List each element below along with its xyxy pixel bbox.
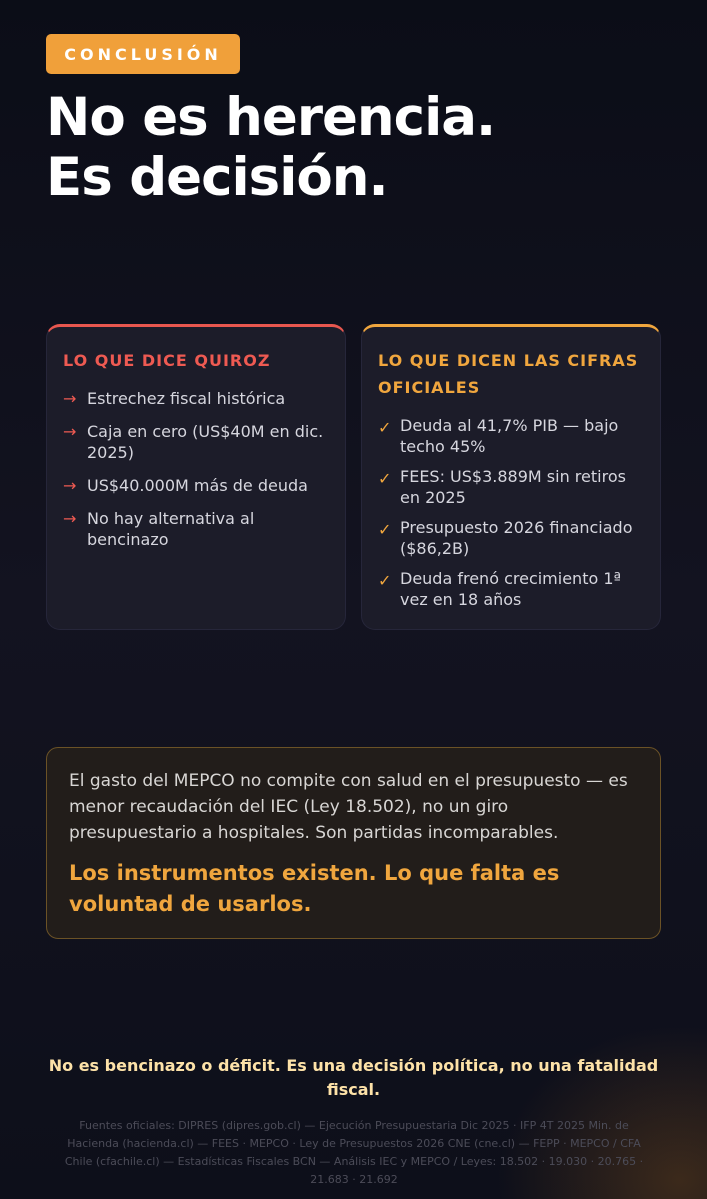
arrow-right-icon: →	[63, 476, 77, 495]
quiroz-claims-heading: LO QUE DICE QUIROZ	[63, 351, 271, 370]
list-item	[378, 517, 644, 559]
checkmark-icon: ✓	[378, 469, 392, 488]
title-line-2: Es decisión.	[46, 147, 388, 208]
list-item	[63, 475, 329, 496]
list-item-text: No hay alternativa al bencinazo	[87, 509, 255, 549]
checkmark-icon: ✓	[378, 520, 392, 539]
callout-highlight: Los instrumentos existen. Lo que falta es voluntad de usarlos.	[69, 861, 560, 916]
list-item-text: Deuda frenó crecimiento 1ª vez en 18 años	[400, 569, 622, 609]
quiroz-claims-card	[46, 324, 346, 630]
sources-note: Fuentes oficiales: DIPRES (dipres.gob.cl) — Ejecución Presupuestaria Dic 2025 · IFP 4T 2025 Min. de Hacienda (hacienda.cl) — FEES · MEPCO · Ley de Presupuestos 2026 CNE (cne.cl) — FEPP · MEPCO / CFA Chile (cfachile.cl) — Estadísticas Fiscales BCN — Análisis IEC y MEPCO / Leyes: 18.502 · 19.030 · 20.765 · 21.683 · 21.692	[64, 1119, 644, 1186]
list-item	[63, 421, 329, 463]
list-item-text: Deuda al 41,7% PIB — bajo techo 45%	[400, 416, 619, 456]
official-figures-list	[362, 401, 660, 610]
callout-box	[46, 747, 661, 939]
closing-statement: No es bencinazo o déficit. Es una decisión política, no una fatalidad fiscal.	[48, 1056, 659, 1099]
quiroz-claims-list	[47, 374, 345, 550]
list-item	[378, 568, 644, 610]
arrow-right-icon: →	[63, 422, 77, 441]
arrow-right-icon: →	[63, 389, 77, 408]
list-item	[63, 388, 329, 409]
list-item-text: Estrechez fiscal histórica	[87, 389, 286, 408]
callout-body: El gasto del MEPCO no compite con salud en el presupuesto — es menor recaudación del IEC (Ley 18.502), no un giro presupuestario a hospitales. Son partidas incomparables.	[69, 771, 628, 843]
list-item	[378, 415, 644, 457]
list-item	[378, 466, 644, 508]
official-figures-card	[361, 324, 661, 630]
checkmark-icon: ✓	[378, 418, 392, 437]
official-figures-heading: LO QUE DICEN LAS CIFRAS OFICIALES	[378, 351, 639, 397]
list-item	[63, 508, 329, 550]
list-item-text: Presupuesto 2026 financiado ($86,2B)	[400, 518, 633, 558]
list-item-text: US$40.000M más de deuda	[87, 476, 308, 495]
list-item-text: FEES: US$3.889M sin retiros en 2025	[400, 467, 626, 507]
title-line-1: No es herencia.	[46, 87, 496, 148]
list-item-text: Caja en cero (US$40M en dic. 2025)	[87, 422, 324, 462]
arrow-right-icon: →	[63, 509, 77, 528]
page-title	[46, 88, 495, 208]
section-tag: CONCLUSIÓN	[46, 34, 240, 74]
checkmark-icon: ✓	[378, 571, 392, 590]
